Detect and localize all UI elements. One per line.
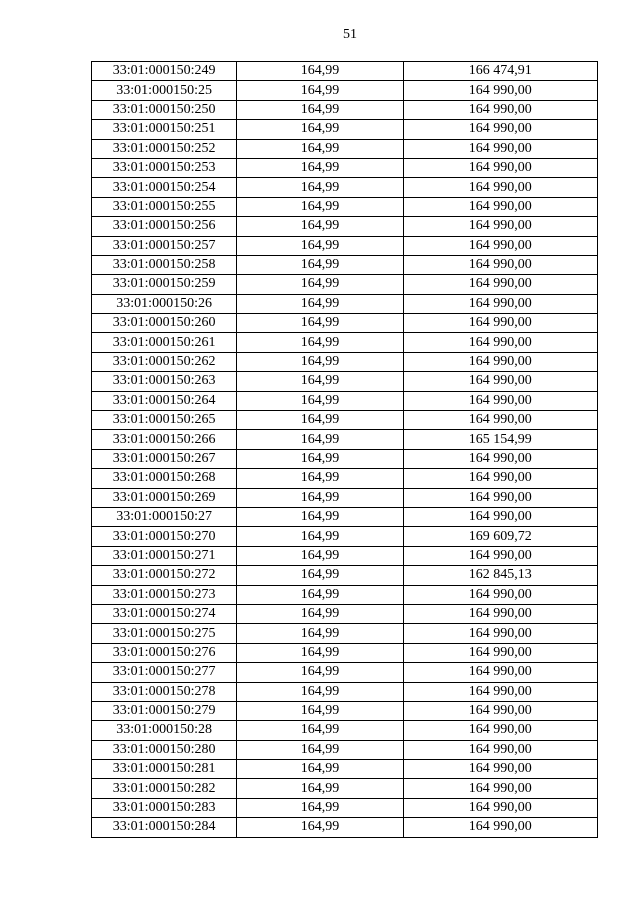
data-table (91, 61, 598, 838)
area-cell: 164,99 (237, 507, 403, 526)
table-row (92, 740, 598, 759)
value-cell: 164 990,00 (403, 236, 597, 255)
area-cell: 164,99 (237, 81, 403, 100)
cadastral-number-cell: 33:01:000150:276 (92, 643, 237, 662)
value-cell: 164 990,00 (403, 139, 597, 158)
table-row (92, 760, 598, 779)
cadastral-number-cell: 33:01:000150:265 (92, 411, 237, 430)
area-cell: 164,99 (237, 411, 403, 430)
table-row (92, 255, 598, 274)
area-cell: 164,99 (237, 294, 403, 313)
cadastral-number-cell: 33:01:000150:256 (92, 217, 237, 236)
table-row (92, 62, 598, 81)
area-cell: 164,99 (237, 585, 403, 604)
area-cell: 164,99 (237, 566, 403, 585)
cadastral-number-cell: 33:01:000150:268 (92, 469, 237, 488)
table-row (92, 100, 598, 119)
value-cell: 164 990,00 (403, 507, 597, 526)
value-cell: 164 990,00 (403, 275, 597, 294)
value-cell: 164 990,00 (403, 663, 597, 682)
value-cell: 164 990,00 (403, 100, 597, 119)
table-row (92, 333, 598, 352)
cadastral-number-cell: 33:01:000150:281 (92, 760, 237, 779)
value-cell: 164 990,00 (403, 682, 597, 701)
area-cell: 164,99 (237, 663, 403, 682)
cadastral-number-cell: 33:01:000150:252 (92, 139, 237, 158)
area-cell: 164,99 (237, 469, 403, 488)
value-cell: 169 609,72 (403, 527, 597, 546)
cadastral-number-cell: 33:01:000150:251 (92, 120, 237, 139)
value-cell: 164 990,00 (403, 391, 597, 410)
cadastral-number-cell: 33:01:000150:278 (92, 682, 237, 701)
area-cell: 164,99 (237, 701, 403, 720)
table-row (92, 818, 598, 837)
cadastral-number-cell: 33:01:000150:254 (92, 178, 237, 197)
area-cell: 164,99 (237, 798, 403, 817)
table-row (92, 158, 598, 177)
table-row (92, 546, 598, 565)
area-cell: 164,99 (237, 275, 403, 294)
value-cell: 164 990,00 (403, 701, 597, 720)
area-cell: 164,99 (237, 779, 403, 798)
value-cell: 164 990,00 (403, 721, 597, 740)
cadastral-number-cell: 33:01:000150:257 (92, 236, 237, 255)
cadastral-number-cell: 33:01:000150:266 (92, 430, 237, 449)
value-cell: 164 990,00 (403, 469, 597, 488)
table-row (92, 779, 598, 798)
value-cell: 164 990,00 (403, 818, 597, 837)
area-cell: 164,99 (237, 100, 403, 119)
cadastral-number-cell: 33:01:000150:250 (92, 100, 237, 119)
cadastral-number-cell: 33:01:000150:249 (92, 62, 237, 81)
cadastral-number-cell: 33:01:000150:267 (92, 449, 237, 468)
area-cell: 164,99 (237, 430, 403, 449)
table-row (92, 585, 598, 604)
area-cell: 164,99 (237, 604, 403, 623)
area-cell: 164,99 (237, 217, 403, 236)
table-row (92, 701, 598, 720)
area-cell: 164,99 (237, 197, 403, 216)
cadastral-number-cell: 33:01:000150:262 (92, 352, 237, 371)
page-number: 51 (343, 27, 357, 42)
area-cell: 164,99 (237, 178, 403, 197)
area-cell: 164,99 (237, 372, 403, 391)
value-cell: 164 990,00 (403, 217, 597, 236)
value-cell: 164 990,00 (403, 120, 597, 139)
value-cell: 164 990,00 (403, 81, 597, 100)
table-row (92, 449, 598, 468)
cadastral-number-cell: 33:01:000150:273 (92, 585, 237, 604)
cadastral-number-cell: 33:01:000150:283 (92, 798, 237, 817)
value-cell: 162 845,13 (403, 566, 597, 585)
table-row (92, 527, 598, 546)
value-cell: 164 990,00 (403, 740, 597, 759)
cadastral-number-cell: 33:01:000150:26 (92, 294, 237, 313)
cadastral-number-cell: 33:01:000150:282 (92, 779, 237, 798)
table-row (92, 81, 598, 100)
value-cell: 164 990,00 (403, 760, 597, 779)
table-row (92, 682, 598, 701)
value-cell: 164 990,00 (403, 449, 597, 468)
value-cell: 164 990,00 (403, 779, 597, 798)
cadastral-number-cell: 33:01:000150:263 (92, 372, 237, 391)
value-cell: 166 474,91 (403, 62, 597, 81)
area-cell: 164,99 (237, 333, 403, 352)
value-cell: 164 990,00 (403, 178, 597, 197)
table-body (92, 62, 598, 838)
value-cell: 164 990,00 (403, 624, 597, 643)
value-cell: 164 990,00 (403, 604, 597, 623)
value-cell: 164 990,00 (403, 643, 597, 662)
area-cell: 164,99 (237, 546, 403, 565)
cadastral-number-cell: 33:01:000150:277 (92, 663, 237, 682)
value-cell: 164 990,00 (403, 294, 597, 313)
table-row (92, 798, 598, 817)
value-cell: 164 990,00 (403, 255, 597, 274)
area-cell: 164,99 (237, 643, 403, 662)
cadastral-number-cell: 33:01:000150:269 (92, 488, 237, 507)
value-cell: 164 990,00 (403, 333, 597, 352)
value-cell: 164 990,00 (403, 352, 597, 371)
cadastral-number-cell: 33:01:000150:260 (92, 314, 237, 333)
cadastral-number-cell: 33:01:000150:28 (92, 721, 237, 740)
area-cell: 164,99 (237, 314, 403, 333)
area-cell: 164,99 (237, 120, 403, 139)
table-row (92, 624, 598, 643)
area-cell: 164,99 (237, 682, 403, 701)
area-cell: 164,99 (237, 449, 403, 468)
area-cell: 164,99 (237, 527, 403, 546)
value-cell: 164 990,00 (403, 197, 597, 216)
cadastral-number-cell: 33:01:000150:270 (92, 527, 237, 546)
table-row (92, 488, 598, 507)
table-row (92, 721, 598, 740)
area-cell: 164,99 (237, 62, 403, 81)
value-cell: 164 990,00 (403, 798, 597, 817)
area-cell: 164,99 (237, 391, 403, 410)
area-cell: 164,99 (237, 236, 403, 255)
area-cell: 164,99 (237, 721, 403, 740)
table-row (92, 314, 598, 333)
cadastral-number-cell: 33:01:000150:258 (92, 255, 237, 274)
table-row (92, 430, 598, 449)
cadastral-number-cell: 33:01:000150:264 (92, 391, 237, 410)
table-row (92, 663, 598, 682)
table-row (92, 236, 598, 255)
cadastral-number-cell: 33:01:000150:271 (92, 546, 237, 565)
table-row (92, 391, 598, 410)
area-cell: 164,99 (237, 624, 403, 643)
cadastral-number-cell: 33:01:000150:255 (92, 197, 237, 216)
table-row (92, 275, 598, 294)
value-cell: 164 990,00 (403, 585, 597, 604)
area-cell: 164,99 (237, 818, 403, 837)
cadastral-number-cell: 33:01:000150:25 (92, 81, 237, 100)
cadastral-number-cell: 33:01:000150:274 (92, 604, 237, 623)
table-row (92, 352, 598, 371)
value-cell: 164 990,00 (403, 372, 597, 391)
area-cell: 164,99 (237, 139, 403, 158)
cadastral-number-cell: 33:01:000150:27 (92, 507, 237, 526)
table-row (92, 604, 598, 623)
cadastral-number-cell: 33:01:000150:259 (92, 275, 237, 294)
area-cell: 164,99 (237, 740, 403, 759)
table-row (92, 197, 598, 216)
area-cell: 164,99 (237, 488, 403, 507)
cadastral-number-cell: 33:01:000150:272 (92, 566, 237, 585)
value-cell: 164 990,00 (403, 314, 597, 333)
area-cell: 164,99 (237, 255, 403, 274)
value-cell: 164 990,00 (403, 488, 597, 507)
area-cell: 164,99 (237, 760, 403, 779)
value-cell: 164 990,00 (403, 158, 597, 177)
cadastral-number-cell: 33:01:000150:261 (92, 333, 237, 352)
table-row (92, 469, 598, 488)
value-cell: 164 990,00 (403, 411, 597, 430)
table-row (92, 120, 598, 139)
cadastral-number-cell: 33:01:000150:279 (92, 701, 237, 720)
area-cell: 164,99 (237, 158, 403, 177)
table-row (92, 217, 598, 236)
table-row (92, 411, 598, 430)
table-row (92, 139, 598, 158)
area-cell: 164,99 (237, 352, 403, 371)
cadastral-number-cell: 33:01:000150:275 (92, 624, 237, 643)
table-row (92, 507, 598, 526)
value-cell: 164 990,00 (403, 546, 597, 565)
table-row (92, 566, 598, 585)
table-row (92, 643, 598, 662)
table-row (92, 372, 598, 391)
value-cell: 165 154,99 (403, 430, 597, 449)
table-row (92, 178, 598, 197)
cadastral-number-cell: 33:01:000150:280 (92, 740, 237, 759)
table-row (92, 294, 598, 313)
cadastral-number-cell: 33:01:000150:253 (92, 158, 237, 177)
cadastral-number-cell: 33:01:000150:284 (92, 818, 237, 837)
